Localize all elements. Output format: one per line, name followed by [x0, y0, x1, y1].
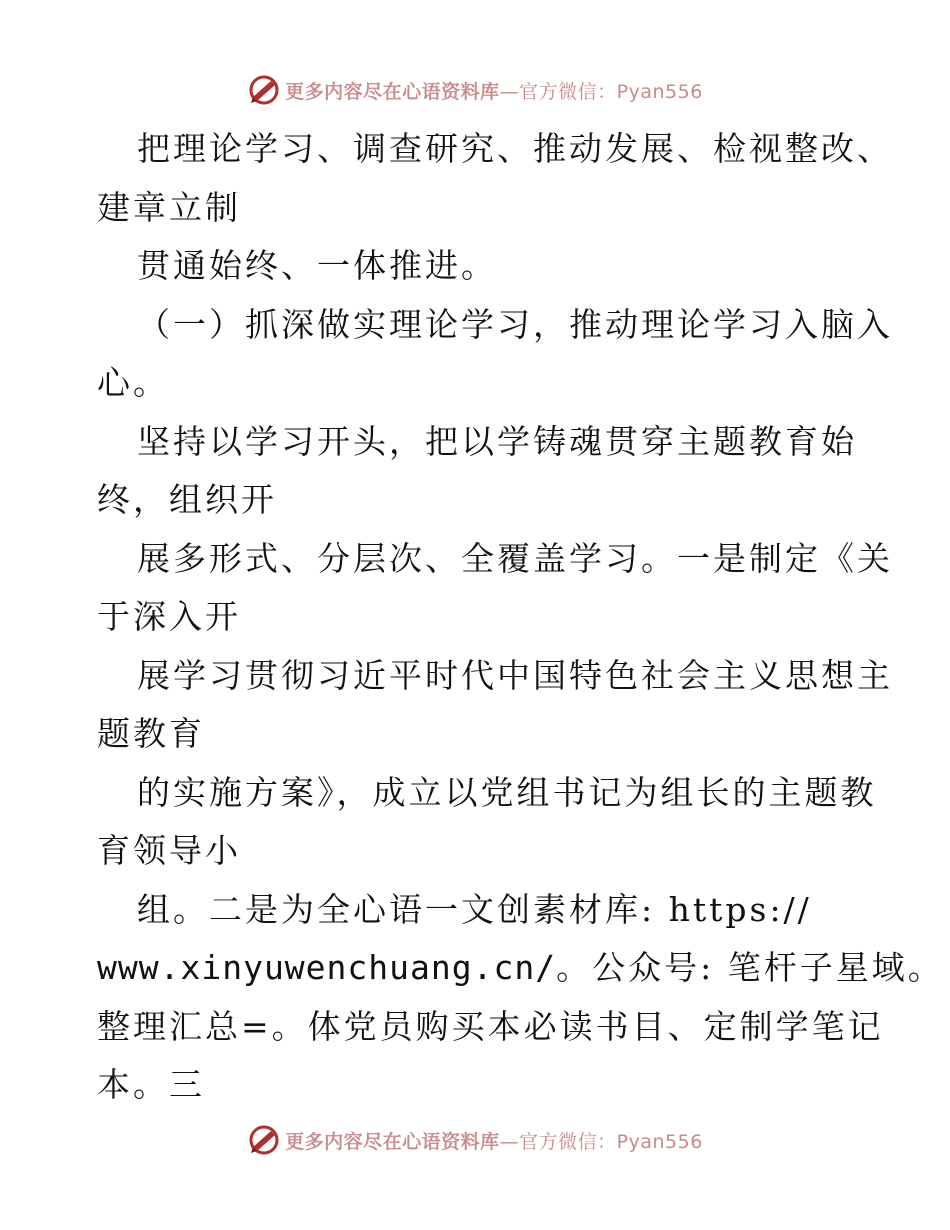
body-line: 建章立制 [97, 187, 241, 227]
body-line: 展多形式、分层次、全覆盖学习。一是制定《关 [137, 538, 893, 578]
body-line: 育领导小 [97, 831, 241, 870]
body-line: 题教育 [97, 714, 205, 753]
website-url: www.xinyuwenchuang.cn/ [97, 948, 557, 987]
body-line: 组。二是为全心语一文创素材库: https:// [137, 889, 812, 929]
footer-banner-text [285, 1127, 703, 1154]
footer-banner-contact: —官方微信：Pyan556 [499, 1130, 703, 1153]
footer-banner-main: 更多内容尽在心语资料库 [285, 1130, 500, 1153]
body-line: 坚持以学习开头，把以学铸魂贯穿主题教育始 [137, 421, 857, 461]
body-line: 贯通始终、一体推进。 [137, 246, 497, 285]
header-banner-contact: —官方微信：Pyan556 [499, 80, 703, 103]
header-banner-main: 更多内容尽在心语资料库 [285, 80, 500, 103]
body-line: 整理汇总=。体党员购买本必读书目、定制学笔记 [97, 1006, 884, 1046]
document-body [97, 120, 944, 1115]
section-heading: （一）抓深做实理论学习，推动理论学习入脑入 [137, 304, 893, 344]
pen-logo-icon [247, 1123, 281, 1157]
body-line-url [97, 939, 944, 998]
footer-banner [0, 1120, 950, 1160]
header-banner-text [285, 77, 703, 104]
header-banner [0, 70, 950, 110]
body-line: 心。 [97, 363, 169, 402]
body-line: 的实施方案》，成立以党组书记为组长的主题教 [137, 772, 877, 812]
body-line: 把理论学习、调查研究、推动发展、检视整改、 [137, 129, 893, 168]
body-line: 于深入开 [97, 597, 241, 636]
body-line: 终，组织开 [97, 480, 277, 519]
body-line: 展学习贯彻习近平时代中国特色社会主义思想主 [137, 655, 893, 695]
wechat-account-text: 。公众号: 笔杆子星域。 [556, 948, 944, 987]
body-line: 本。三 [97, 1065, 205, 1104]
pen-logo-icon [247, 73, 281, 107]
